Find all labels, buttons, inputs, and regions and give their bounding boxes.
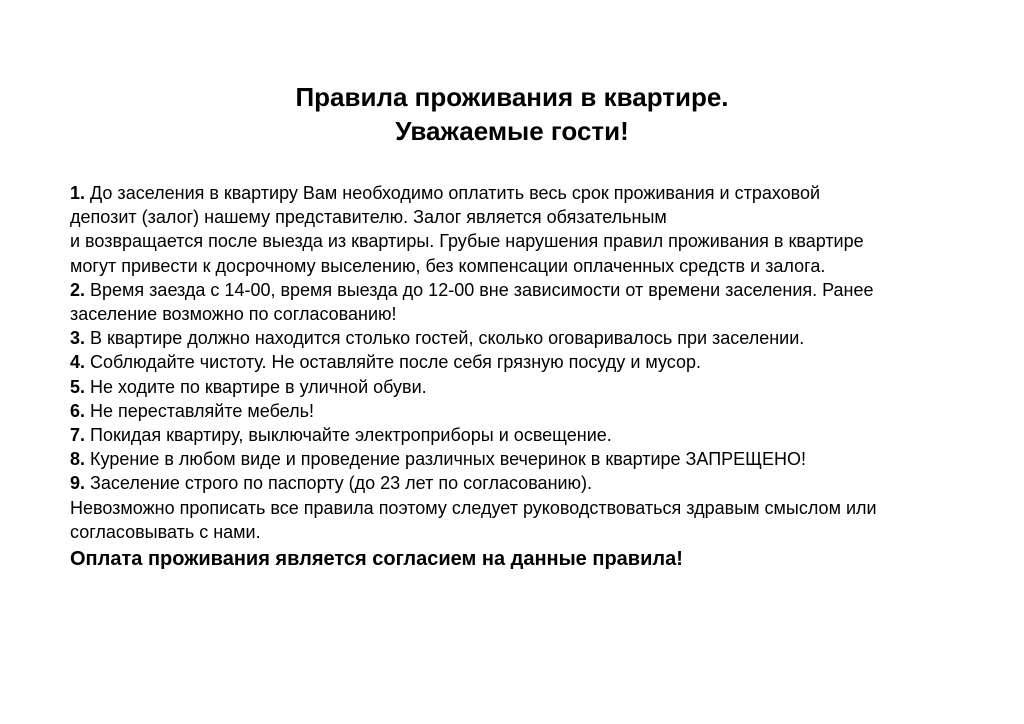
- rule-8-number: 8.: [70, 449, 86, 470]
- rule-6: [70, 399, 960, 423]
- rule-8-text: Курение в любом виде и проведение различных вечеринок в квартире ЗАПРЕЩЕНО!: [90, 449, 807, 470]
- rule-4-number: 4.: [70, 352, 86, 373]
- rule-5: [70, 375, 960, 399]
- rule-6-text: Не переставляйте мебель!: [90, 400, 314, 421]
- final-statement: Оплата проживания является согласием на данные правила!: [70, 548, 683, 571]
- rule-3: [70, 326, 960, 350]
- rules-body: [70, 181, 960, 572]
- rule-8: [70, 447, 960, 471]
- rule-3-text: В квартире должно находится столько гостей, сколько оговаривалось при заселении.: [90, 328, 805, 349]
- rule-7-text: Покидая квартиру, выключайте электроприборы и освещение.: [90, 425, 612, 446]
- rule-1-line-1: [70, 181, 960, 205]
- document-title: [0, 80, 1024, 148]
- rule-5-text: Не ходите по квартире в уличной обуви.: [90, 376, 427, 397]
- rule-1-line-3: и возвращается после выезда из квартиры. Грубые нарушения правил проживания в квартире: [70, 231, 864, 252]
- rule-4-text: Соблюдайте чистоту. Не оставляйте после себя грязную посуду и мусор.: [90, 352, 701, 373]
- rule-7: [70, 423, 960, 447]
- rule-1-line-2: депозит (залог) нашему представителю. Залог является обязательным: [70, 207, 667, 228]
- note-line-2: согласовывать с нами.: [70, 521, 261, 542]
- note-line-1: Невозможно прописать все правила поэтому следует руководствоваться здравым смыслом или: [70, 497, 877, 518]
- rule-9: [70, 471, 960, 495]
- rule-9-text: Заселение строго по паспорту (до 23 лет по согласованию).: [90, 473, 593, 494]
- rule-9-number: 9.: [70, 473, 86, 494]
- rule-2-line-1: [70, 278, 960, 302]
- rule-7-number: 7.: [70, 425, 86, 446]
- title-line-2: Уважаемые гости!: [395, 116, 629, 146]
- rule-5-number: 5.: [70, 376, 86, 397]
- rule-1-number: 1.: [70, 183, 86, 203]
- rule-2-number: 2.: [70, 279, 86, 300]
- rule-2-line-2: заселение возможно по согласованию!: [70, 304, 397, 325]
- rule-1-line-4: могут привести к досрочному выселению, без компенсации оплаченных средств и залога.: [70, 255, 826, 276]
- rule-6-number: 6.: [70, 400, 86, 421]
- rule-4: [70, 350, 960, 374]
- title-line-1: Правила проживания в квартире.: [295, 82, 729, 112]
- rule-2-text: Время заезда с 14-00, время выезда до 12-00 вне зависимости от времени заселения. Ранее: [90, 279, 874, 300]
- rule-1-text: До заселения в квартиру Вам необходимо оплатить весь срок проживания и страховой: [90, 183, 821, 203]
- rule-3-number: 3.: [70, 328, 86, 349]
